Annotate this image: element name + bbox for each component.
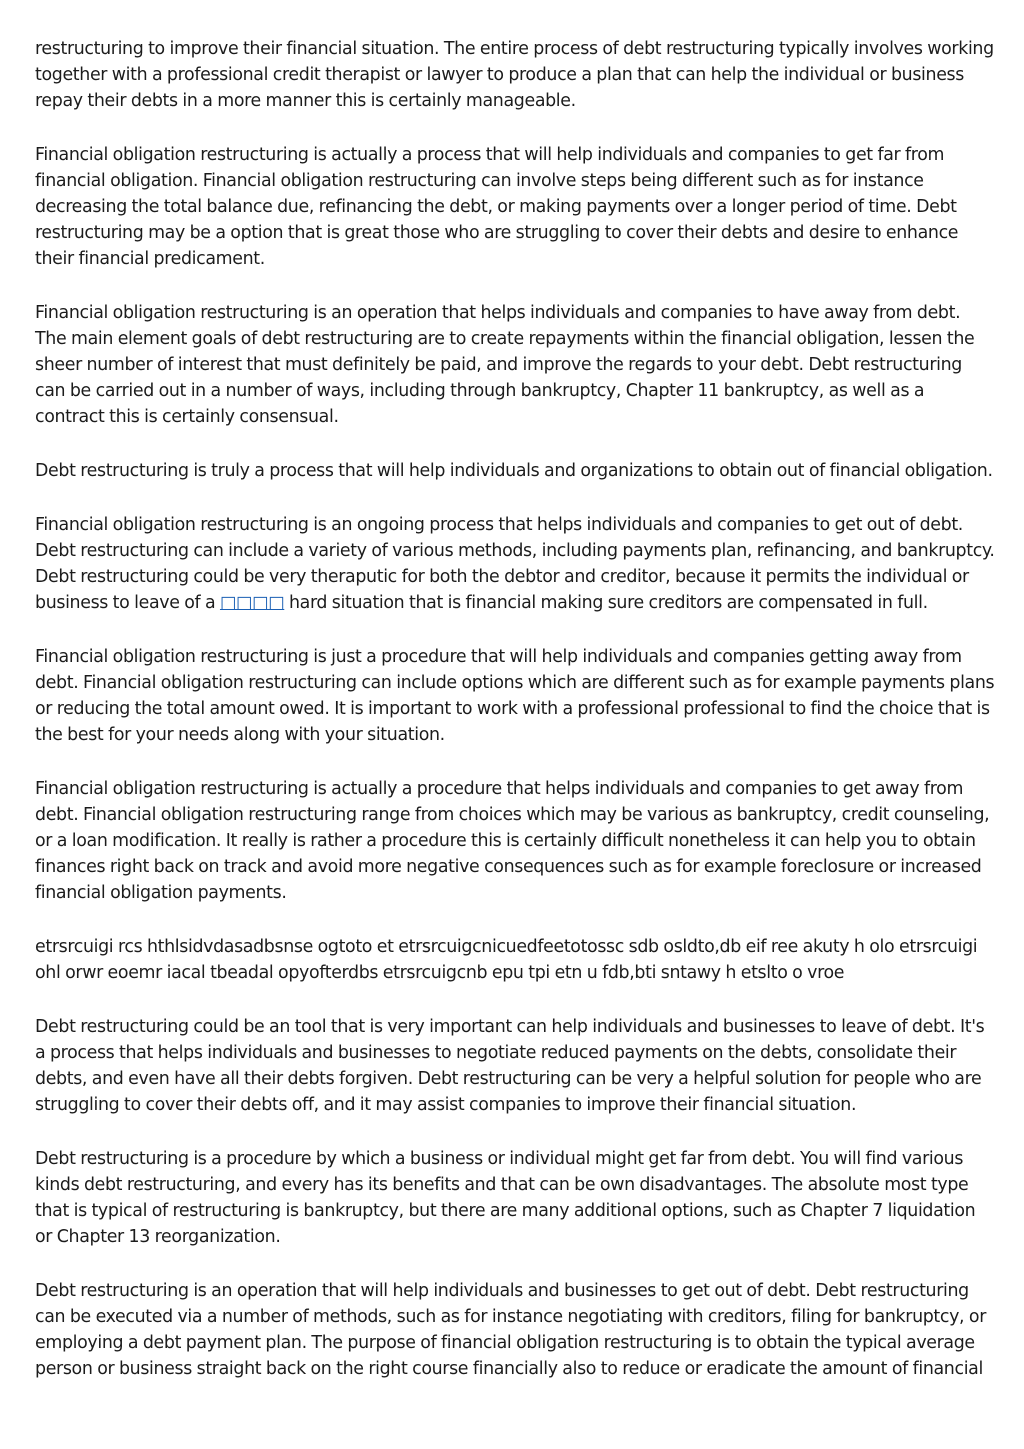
paragraph-5 (35, 512, 995, 616)
paragraph-3: Financial obligation restructuring is an operation that helps individuals and companies to have away from debt. The main element goals of debt restructuring are to create repayments within the financial obligation, lessen the sheer number of interest that must definitely be paid, and improve the regards to your debt. Debt restructuring can be carried out in a number of ways, including through bankruptcy, Chapter 11 bankruptcy, as well as a contract this is certainly consensual. (35, 303, 975, 427)
paragraph-10: Debt restructuring is a procedure by which a business or individual might get far from debt. You will find various kinds debt restructuring, and every has its benefits and that can be own disadvantages. The absolute most type that is typical of restructuring is bankruptcy, but there are many additional options, such as Chapter 7 liquidation or Chapter 13 reorganization. (35, 1149, 976, 1247)
paragraph-9: Debt restructuring could be an tool that is very important can help individuals and businesses to leave of debt. It's a process that helps individuals and businesses to negotiate reduced payments on the debts, consolidate their debts, and even have all their debts forgiven. Debt restructuring can be very a helpful solution for people who are struggling to cover their debts off, and it may assist companies to improve their financial situation. (35, 1017, 985, 1115)
document-page (35, 36, 995, 1382)
paragraph-11: Debt restructuring is an operation that will help individuals and businesses to get out of debt. Debt restructuring can be executed via a number of methods, such as for instance negotiating with creditors, filing for bankruptcy, or employing a debt payment plan. The purpose of financial obligation restructuring is to obtain the typical average person or business straight back on the right course financially also to reduce or eradicate the amount of financial (35, 1281, 987, 1379)
paragraph-5-text-before: Financial obligation restructuring is an ongoing process that helps individuals and companies to get out of debt. Debt restructuring can include a variety of various methods, including payments plan, refinancing, and bankruptcy. Debt restructuring could be very theraputic for both the debtor and creditor, because it permits the individual or business to leave of a (35, 515, 995, 613)
paragraph-5-text-after: hard situation that is financial making sure creditors are compensated in full. (284, 593, 928, 613)
paragraph-6: Financial obligation restructuring is just a procedure that will help individuals and companies getting away from debt. Financial obligation restructuring can include options which are different such as for example payments plans or reducing the total amount owed. It is important to work with a professional professional to find the choice that is the best for your needs along with your situation. (35, 647, 995, 745)
paragraph-8: etrsrcuigi rcs hthlsidvdasadbsnse ogtoto et etrsrcuigcnicuedfeetotossc sdb osldto,db eif ree akuty h olo etrsrcuigi ohl orwr eoemr iacal tbeadal opyofterdbs etrsrcuigcnb epu tpi etn u fdb,bti sntawy h etslto o vroe (35, 937, 978, 983)
paragraph-2: Financial obligation restructuring is actually a process that will help individuals and companies to get far from financial obligation. Financial obligation restructuring can involve steps being different such as for instance decreasing the total balance due, refinancing the debt, or making payments over a longer period of time. Debt restructuring may be a option that is great those who are struggling to cover their debts and desire to enhance their financial predicament. (35, 145, 959, 269)
inline-link[interactable]: □□□□ (219, 593, 285, 613)
paragraph-4: Debt restructuring is truly a process that will help individuals and organizations to obtain out of financial obligation. (35, 461, 993, 481)
paragraph-7: Financial obligation restructuring is actually a procedure that helps individuals and companies to get away from debt. Financial obligation restructuring range from choices which may be various as bankruptcy, credit counseling, or a loan modification. It really is rather a procedure this is certainly difficult nonetheless it can help you to obtain finances right back on track and avoid more negative consequences such as for example foreclosure or increased financial obligation payments. (35, 779, 990, 903)
paragraph-1: restructuring to improve their financial situation. The entire process of debt restructuring typically involves working together with a professional credit therapist or lawyer to produce a plan that can help the individual or business repay their debts in a more manner this is certainly manageable. (35, 39, 994, 111)
